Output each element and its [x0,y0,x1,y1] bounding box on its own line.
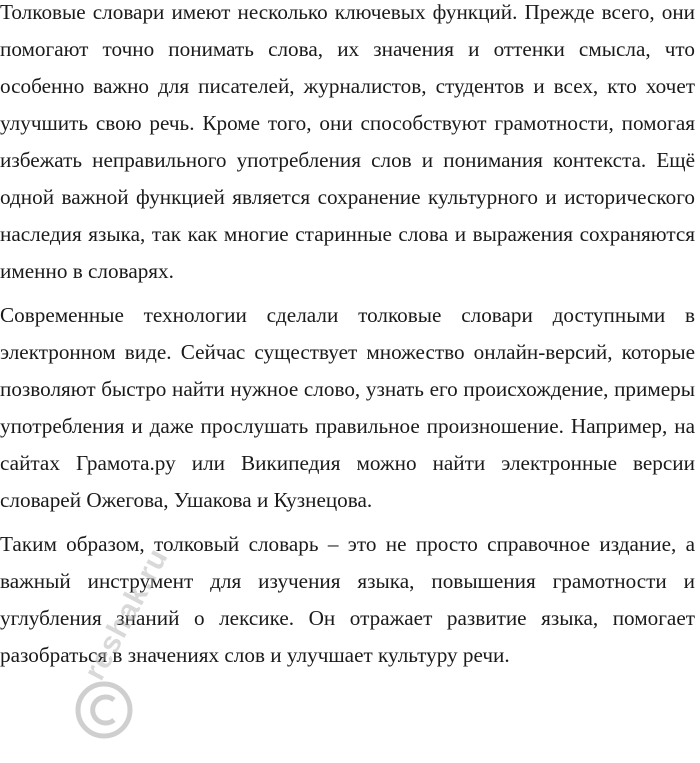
paragraph-technology: Современные технологии сделали толковые словари доступными в электронном виде. Сейчас существует множество онлайн-версий, которые позволяют быстро найти нужное слово, узнать его происхождение, примеры употребления и даже прослушать правильное произношение. Например, на сайтах Грамота.ру или Википедия можно найти электронные версии словарей Ожегова, Ушакова и Кузнецова. [0,303,695,512]
paragraph-conclusion: Таким образом, толковый словарь – это не просто справочное издание, а важный инструмент для изучения языка, повышения грамотности и углубления знаний о лексике. Он отражает развитие языка, помогает разобраться в значениях слов и улучшает культуру речи. [0,532,695,667]
paragraph-functions: Толковые словари имеют несколько ключевых функций. Прежде всего, они помогают точно понимать слова, их значения и оттенки смысла, что особенно важно для писателей, журналистов, студентов и всех, кто хочет улучшить свою речь. Кроме того, они способствуют грамотности, помогая избежать неправильного употребления слов и понимания контекста. Ещё одной важной функцией является сохранение культурного и исторического наследия языка, так как многие старинные слова и выражения сохраняются именно в словарях. [0,0,695,283]
watermark-text: reshak.ru [78,542,175,686]
